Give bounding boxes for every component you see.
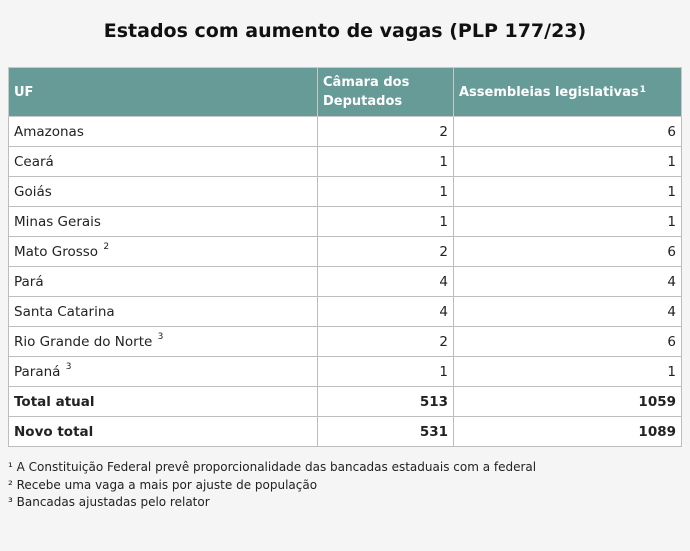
cell-total-label: Total atual	[9, 387, 318, 417]
data-table	[8, 67, 682, 447]
cell-camara: 2	[318, 117, 454, 147]
table-row	[9, 117, 682, 147]
uf-name: Minas Gerais	[14, 213, 101, 230]
page-title: Estados com aumento de vagas (PLP 177/23)	[103, 20, 587, 42]
uf-name: Goiás	[14, 183, 52, 200]
cell-camara: 2	[318, 327, 454, 357]
cell-camara: 1	[318, 177, 454, 207]
cell-camara: 1	[318, 147, 454, 177]
footnote-2: ² Recebe uma vaga a mais por ajuste de população	[8, 477, 318, 492]
table-row	[9, 267, 682, 297]
cell-assembleias: 1059	[454, 387, 682, 417]
uf-name: Amazonas	[14, 123, 84, 140]
cell-camara: 4	[318, 267, 454, 297]
footnotes	[8, 459, 536, 512]
total-row	[9, 417, 682, 447]
table-row	[9, 207, 682, 237]
uf-name: Mato Grosso	[14, 243, 99, 260]
footnote-marker: 3	[157, 331, 164, 342]
cell-assembleias: 6	[454, 327, 682, 357]
cell-camara: 2	[318, 237, 454, 267]
cell-assembleias: 6	[454, 117, 682, 147]
column-header-assembleias	[454, 68, 682, 117]
total-row	[9, 387, 682, 417]
cell-assembleias: 1089	[454, 417, 682, 447]
table-header-row	[9, 68, 682, 117]
cell-uf	[9, 267, 318, 297]
column-header-assembleias-label: Assembleias legislativas	[459, 84, 639, 100]
footnote-1: ¹ A Constituição Federal prevê proporcionalidade das bancadas estaduais com a federal	[8, 460, 537, 474]
cell-uf	[9, 357, 318, 387]
cell-total-label: Novo total	[9, 417, 318, 447]
uf-name: Pará	[14, 273, 44, 290]
cell-assembleias: 1	[454, 357, 682, 387]
uf-name: Santa Catarina	[14, 303, 115, 320]
cell-uf	[9, 177, 318, 207]
footnote-marker: 1	[639, 84, 646, 95]
cell-uf	[9, 207, 318, 237]
table-row	[9, 147, 682, 177]
cell-uf	[9, 327, 318, 357]
footnote-marker: 2	[103, 241, 110, 252]
uf-name: Rio Grande do Norte	[14, 333, 153, 350]
cell-uf	[9, 117, 318, 147]
cell-assembleias: 1	[454, 177, 682, 207]
cell-uf	[9, 237, 318, 267]
column-header-camara: Câmara dos Deputados	[318, 68, 454, 117]
table-body	[9, 117, 682, 447]
cell-assembleias: 1	[454, 147, 682, 177]
cell-assembleias: 4	[454, 267, 682, 297]
table-row	[9, 357, 682, 387]
cell-camara: 1	[318, 357, 454, 387]
cell-uf	[9, 297, 318, 327]
uf-name: Paraná	[14, 363, 61, 380]
footnote-marker: 3	[65, 361, 72, 372]
cell-assembleias: 6	[454, 237, 682, 267]
cell-assembleias: 4	[454, 297, 682, 327]
cell-camara: 1	[318, 207, 454, 237]
table-row	[9, 297, 682, 327]
uf-name: Ceará	[14, 153, 54, 170]
cell-camara: 513	[318, 387, 454, 417]
cell-uf	[9, 147, 318, 177]
column-header-uf: UF	[9, 68, 318, 117]
table-row	[9, 327, 682, 357]
footnote-3: ³ Bancadas ajustadas pelo relator	[8, 495, 210, 509]
cell-assembleias: 1	[454, 207, 682, 237]
cell-camara: 4	[318, 297, 454, 327]
cell-camara: 531	[318, 417, 454, 447]
table-row	[9, 237, 682, 267]
table-row	[9, 177, 682, 207]
